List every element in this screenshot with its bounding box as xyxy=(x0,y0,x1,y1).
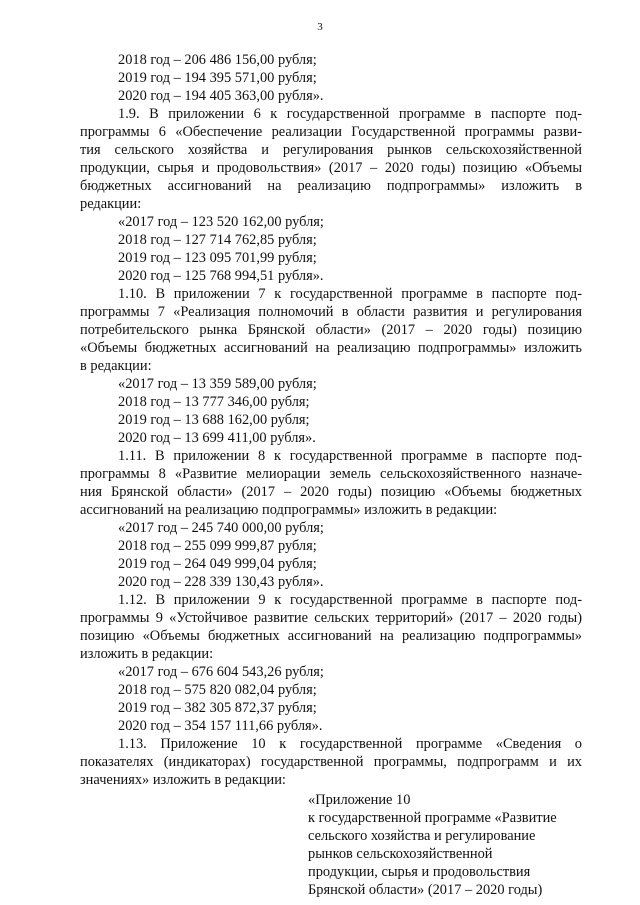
page-number: 3 xyxy=(317,21,323,33)
paragraph-line: 1.13. Приложение 10 к государственной программе «Сведения о xyxy=(118,736,582,752)
budget-line: «2017 год – 245 740 000,00 рубля; xyxy=(118,520,324,536)
budget-line: 2018 год – 255 099 999,87 рубля; xyxy=(118,538,317,554)
budget-line: «2017 год – 123 520 162,00 рубля; xyxy=(118,214,324,230)
budget-line: 2020 год – 194 405 363,00 рубля». xyxy=(118,88,324,104)
budget-line: «2017 год – 13 359 589,00 рубля; xyxy=(118,376,317,392)
paragraph-line: изложить в редакции: xyxy=(80,646,214,662)
paragraph-line: показателях (индикаторах) государственной программы, подпрограмм и их xyxy=(80,754,582,770)
budget-line: 2019 год – 13 688 162,00 рубля; xyxy=(118,412,310,428)
paragraph-line: тия сельского хозяйства и регулирования рынков сельскохозяйственной xyxy=(80,142,582,158)
paragraph-line: программы 8 «Развитие мелиорации земель сельскохозяйственного назначе- xyxy=(80,466,582,482)
budget-line: 2020 год – 125 768 994,51 рубля». xyxy=(118,268,324,284)
paragraph-line: программы 7 «Реализация полномочий в области развития и регулирования xyxy=(80,304,582,320)
appendix-heading-line: сельского хозяйства и регулирование xyxy=(308,828,536,844)
paragraph-line: 1.11. В приложении 8 к государственной программе в паспорте под- xyxy=(118,448,582,464)
paragraph-line: в редакции: xyxy=(80,358,152,374)
paragraph-line: 1.12. В приложении 9 к государственной программе в паспорте под- xyxy=(118,592,582,608)
paragraph-line: позицию «Объемы бюджетных ассигнований на реализацию подпрограммы» xyxy=(80,628,582,644)
paragraph-line: потребительского рынка Брянской области» (2017 – 2020 годы) позицию xyxy=(80,322,582,338)
paragraph-line: значениях» изложить в редакции: xyxy=(80,772,286,788)
budget-line: 2018 год – 575 820 082,04 рубля; xyxy=(118,682,317,698)
appendix-heading-line: к государственной программе «Развитие xyxy=(308,810,557,826)
appendix-heading-line: продукции, сырья и продовольствия xyxy=(308,864,531,880)
budget-line: 2018 год – 13 777 346,00 рубля; xyxy=(118,394,310,410)
budget-line: 2018 год – 127 714 762,85 рубля; xyxy=(118,232,317,248)
budget-line: «2017 год – 676 604 543,26 рубля; xyxy=(118,664,324,680)
budget-line: 2019 год – 194 395 571,00 рубля; xyxy=(118,70,317,86)
budget-line: 2020 год – 354 157 111,66 рубля». xyxy=(118,718,323,734)
paragraph-line: ассигнований на реализацию подпрограммы» изложить в редакции: xyxy=(80,502,498,518)
appendix-heading-line: рынков сельскохозяйственной xyxy=(308,846,493,862)
paragraph-line: бюджетных ассигнований на реализацию подпрограммы» изложить в xyxy=(80,178,582,194)
paragraph-line: 1.9. В приложении 6 к государственной программе в паспорте под- xyxy=(118,106,582,122)
paragraph-line: «Объемы бюджетных ассигнований на реализацию подпрограммы» изложить xyxy=(80,340,582,356)
paragraph-line: ния Брянской области» (2017 – 2020 годы) позицию «Объемы бюджетных xyxy=(80,484,582,500)
budget-line: 2019 год – 123 095 701,99 рубля; xyxy=(118,250,317,266)
appendix-heading-line: «Приложение 10 xyxy=(308,792,411,808)
budget-line: 2019 год – 382 305 872,37 рубля; xyxy=(118,700,317,716)
budget-line: 2018 год – 206 486 156,00 рубля; xyxy=(118,52,317,68)
budget-line: 2020 год – 13 699 411,00 рубля». xyxy=(118,430,316,446)
budget-line: 2019 год – 264 049 999,04 рубля; xyxy=(118,556,317,572)
paragraph-line: программы 6 «Обеспечение реализации Государственной программы разви- xyxy=(80,124,582,140)
appendix-heading-line: Брянской области» (2017 – 2020 годы) xyxy=(308,882,543,898)
paragraph-line: 1.10. В приложении 7 к государственной программе в паспорте под- xyxy=(118,286,582,302)
budget-line: 2020 год – 228 339 130,43 рубля». xyxy=(118,574,324,590)
paragraph-line: редакции: xyxy=(80,196,142,212)
paragraph-line: программы 9 «Устойчивое развитие сельских территорий» (2017 – 2020 годы) xyxy=(80,610,582,626)
paragraph-line: продукции, сырья и продовольствия» (2017 – 2020 годы) позицию «Объемы xyxy=(80,160,582,176)
